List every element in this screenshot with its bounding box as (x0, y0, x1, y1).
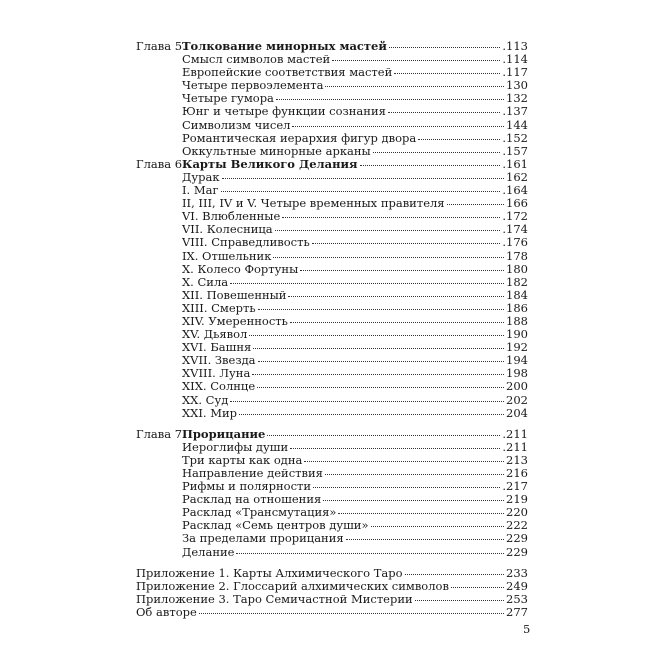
entry-title: I. Маг (182, 183, 219, 198)
page-ref: 178 (506, 248, 528, 263)
dot-leader (312, 234, 501, 244)
chapter-label: Глава 6. (136, 156, 186, 171)
toc-entry (136, 407, 528, 420)
table-of-contents (136, 40, 528, 619)
dot-leader (239, 405, 504, 415)
page-ref: 277 (506, 604, 528, 619)
entry-title: Четыре первоэлемента (182, 78, 324, 93)
dot-leader (360, 156, 501, 166)
chapter-title: Толкование минорных мастей (182, 39, 387, 53)
entry-title: XIII. Смерть (182, 300, 256, 315)
chapter-label: Глава 5. (136, 39, 186, 53)
dot-leader (371, 517, 505, 527)
toc-entry (136, 546, 528, 559)
dot-leader (332, 51, 500, 61)
page-ref: 130 (506, 78, 528, 93)
page-ref: .114 (502, 52, 528, 67)
entry-title: За пределами прорицания (182, 531, 344, 546)
entry-title: VII. Колесница (182, 222, 273, 237)
entry-title: XII. Повешенный (182, 287, 287, 302)
page-ref: 219 (506, 492, 528, 507)
dot-leader (325, 77, 504, 87)
dot-leader (276, 90, 504, 100)
chapter-title: Прорицание (182, 426, 266, 441)
entry-title: XIV. Умеренность (182, 313, 288, 328)
page-ref: 198 (506, 366, 528, 381)
entry-title: Приложение 1. Карты Алхимического Таро (136, 565, 403, 580)
dot-leader (290, 313, 504, 323)
dot-leader (323, 491, 504, 501)
page-ref: 213 (506, 452, 528, 467)
dot-leader (275, 221, 501, 231)
entry-title: IX. Отшельник (182, 248, 272, 263)
dot-leader (230, 274, 504, 284)
dot-leader (222, 169, 505, 179)
page-ref: .211 (502, 439, 528, 454)
entry-title: Иероглифы души (182, 439, 289, 454)
page-ref: .137 (502, 104, 528, 119)
dot-leader (388, 103, 501, 113)
entry-title: Делание (182, 544, 235, 559)
dot-leader (290, 439, 500, 449)
dot-leader (405, 565, 505, 575)
entry-title: II, III, IV и V. Четыре временных правителя (182, 196, 445, 211)
entry-title: Дурак (182, 169, 220, 184)
entry-title: XVII. Звезда (182, 353, 256, 368)
page-ref: 204 (506, 405, 528, 420)
page-ref: 253 (506, 591, 528, 606)
page-ref: 194 (506, 353, 528, 368)
page-ref: 190 (506, 327, 528, 342)
dot-leader (325, 465, 504, 475)
entry-title: Три карты как одна (182, 452, 303, 467)
entry-title: VIII. Справедливость (182, 235, 310, 250)
dot-leader (267, 426, 500, 436)
page-ref: 180 (506, 261, 528, 276)
page-ref: 144 (506, 117, 528, 132)
entry-title: Приложение 3. Таро Семичастной Мистерии (136, 591, 413, 606)
entry-title: XX. Суд (182, 392, 229, 407)
dot-leader (418, 130, 500, 140)
page-ref: 220 (506, 505, 528, 520)
entry-title: Оккультные минорные арканы (182, 143, 371, 158)
page-ref: .174 (502, 222, 528, 237)
page-ref: .161 (502, 156, 528, 171)
page-ref: 186 (506, 300, 528, 315)
page-ref: .164 (502, 183, 528, 198)
appendix-entry (136, 606, 528, 619)
dot-leader (313, 478, 500, 488)
page-ref: 216 (506, 466, 528, 480)
dot-leader (346, 530, 504, 540)
entry-title: Четыре гумора (182, 91, 274, 106)
page-ref: .113 (502, 39, 528, 53)
dot-leader (249, 326, 504, 336)
chapter-label: Глава 7. (136, 426, 186, 441)
entry-title: Приложение 2. Глоссарий алхимических символов (136, 578, 449, 593)
page-ref: .211 (502, 426, 528, 441)
entry-title: XXI. Мир (182, 405, 238, 420)
entry-title: Символизм чисел (182, 117, 291, 132)
page-ref: .157 (502, 143, 528, 158)
page-ref: 229 (506, 544, 528, 559)
page-ref: .152 (502, 130, 528, 145)
dot-leader (300, 261, 504, 271)
chapter-title: Карты Великого Делания (182, 156, 358, 171)
page-ref: 222 (506, 518, 528, 533)
entry-title: Романтическая иерархия фигур двора (182, 130, 417, 145)
page-ref: 166 (506, 196, 528, 211)
entry-title: Расклад «Трансмутация» (182, 505, 337, 520)
page-ref: 182 (506, 274, 528, 289)
dot-leader (236, 544, 504, 554)
entry-title: XV. Дьявол (182, 327, 248, 342)
page-ref: 192 (506, 340, 528, 355)
entry-title: Расклад «Семь центров души» (182, 518, 369, 533)
dot-leader (338, 504, 504, 514)
dot-leader (273, 248, 504, 258)
entry-title: Расклад на отношения (182, 492, 322, 507)
entry-title: Смысл символов мастей (182, 52, 331, 67)
page-ref: 229 (506, 531, 528, 546)
page-ref: 162 (506, 169, 528, 184)
dot-leader (199, 604, 504, 614)
page-ref: .117 (502, 65, 528, 80)
dot-leader (292, 117, 504, 127)
page-ref: 188 (506, 313, 528, 328)
dot-leader (447, 195, 504, 205)
dot-leader (258, 352, 505, 362)
entry-title: Европейские соответствия мастей (182, 65, 393, 80)
dot-leader (230, 392, 504, 402)
entry-title: X. Колесо Фортуны (182, 261, 299, 276)
entry-title: Направление действия (182, 466, 323, 480)
page-ref: .172 (502, 209, 528, 224)
dot-leader (282, 208, 500, 218)
page-ref: 200 (506, 379, 528, 394)
entry-title: Об авторе (136, 604, 197, 619)
page-ref: 132 (506, 91, 528, 106)
dot-leader (389, 38, 501, 48)
dot-leader (288, 287, 504, 297)
entry-title: X. Сила (182, 274, 229, 289)
page-ref: 202 (506, 392, 528, 407)
entry-title: VI. Влюбленные (182, 209, 281, 224)
dot-leader (394, 64, 500, 74)
page-ref: .176 (502, 235, 528, 250)
page-ref: 184 (506, 287, 528, 302)
page-ref: 249 (506, 578, 528, 593)
entry-title: Юнг и четыре функции сознания (182, 104, 386, 119)
page-ref: .217 (502, 479, 528, 494)
dot-leader (221, 182, 501, 192)
page-number: 5 (523, 622, 531, 636)
dot-leader (257, 378, 504, 388)
dot-leader (258, 300, 504, 310)
entry-title: XVI. Башня (182, 340, 252, 355)
entry-title: XVIII. Луна (182, 366, 251, 381)
dot-leader (451, 578, 504, 588)
dot-leader (252, 365, 504, 375)
dot-leader (304, 452, 504, 462)
dot-leader (415, 591, 504, 601)
page-ref: 233 (506, 565, 528, 580)
dot-leader (253, 339, 504, 349)
dot-leader (373, 143, 501, 153)
entry-title: Рифмы и полярности (182, 479, 312, 494)
entry-title: XIX. Солнце (182, 379, 256, 394)
